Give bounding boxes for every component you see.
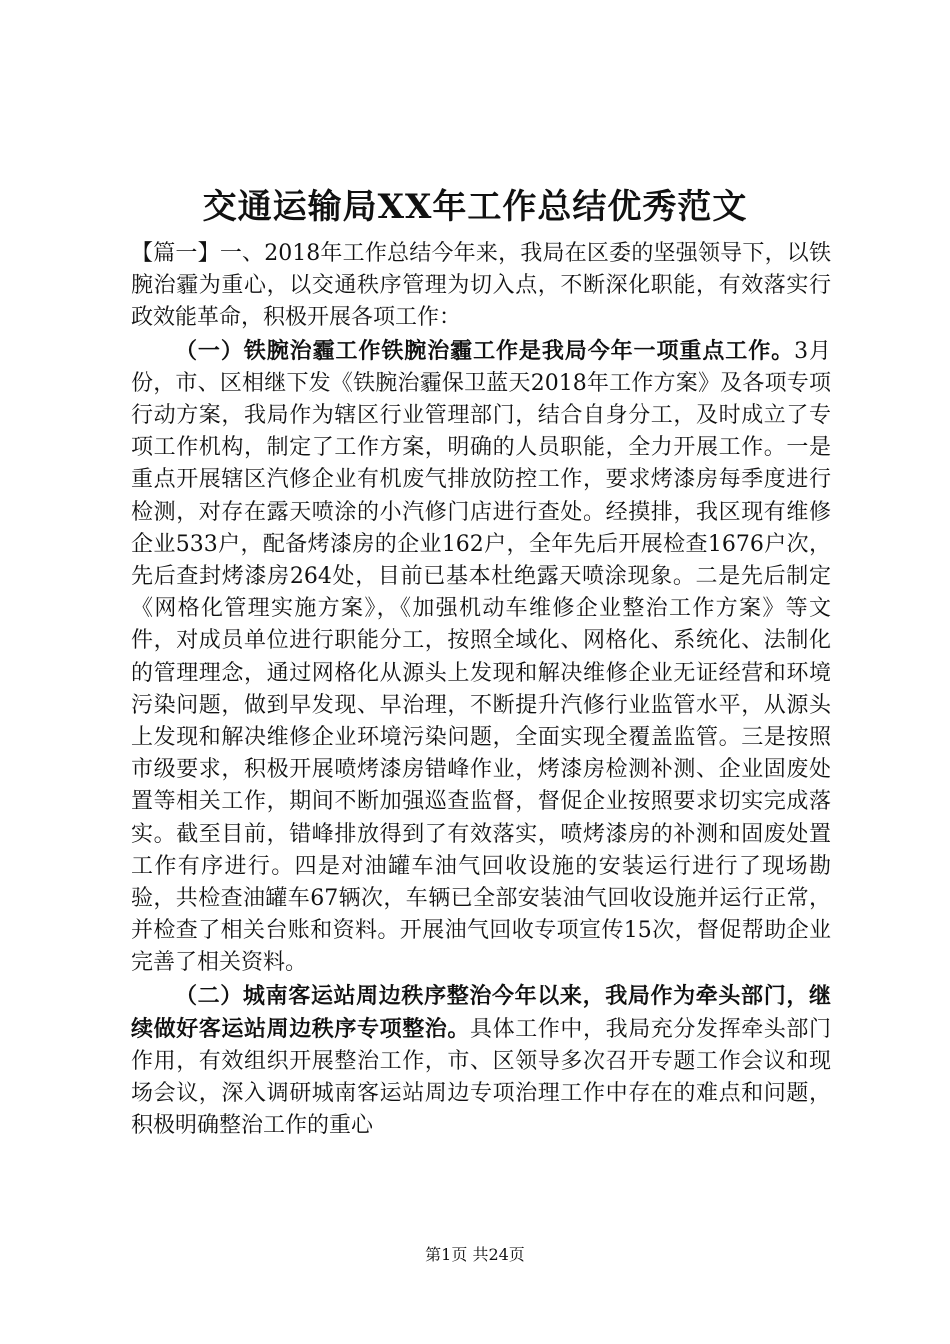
section-1-heading: （一）铁腕治霾工作铁腕治霾工作是我局今年一项重点工作。: [175, 337, 795, 364]
page-number: 第1页 共24页: [425, 1245, 525, 1264]
paragraph-intro: 【篇一】一、2018年工作总结今年来，我局在区委的坚强领导下，以铁腕治霾为重心，以交通秩序管理为切入点，不断深化职能，有效落实行政效能革命，积极开展各项工作：: [131, 241, 831, 331]
paragraph-section-1: [131, 335, 831, 980]
document-title: 交通运输局XX年工作总结优秀范文: [202, 187, 748, 227]
document-body: [131, 238, 831, 1143]
section-2-body: 具体工作中，我局充分发挥牵头部门作用，有效组织开展整治工作，市、区领导多次召开专题工作会议和现场会议，深入调研城南客运站周边专项治理工作中存在的难点和问题，积极明确整治工作的重心: [131, 1016, 831, 1139]
section-2-heading: （二）城南客运站周边秩序整治今年以来，我局作为牵头部门，继续做好客运站周边秩序专项整治。: [131, 982, 831, 1042]
section-1-body: 3月份，市、区相继下发《铁腕治霾保卫蓝天2018年工作方案》及各项专项行动方案，我局作为辖区行业管理部门，结合自身分工，及时成立了专项工作机构，制定了工作方案，明确的人员职能，全力开展工作。一是重点开展辖区汽修企业有机废气排放防控工作，要求烤漆房每季度进行检测，对存在露天喷涂的小汽修门店进行查处。经摸排，我区现有维修企业533户，配备烤漆房的企业162户，全年先后开展检查1676户次，先后查封烤漆房264处，目前已基本杜绝露天喷涂现象。二是先后制定《网格化管理实施方案》，《加强机动车维修企业整治工作方案》等文件，对成员单位进行职能分工，按照全域化、网格化、系统化、法制化的管理理念，通过网格化从源头上发现和解决维修企业无证经营和环境污染问题，做到早发现、早治理，不断提升汽修行业监管水平，从源头上发现和解决维修企业环境污染问题，全面实现全覆盖监管。三是按照市级要求，积极开展喷烤漆房错峰作业，烤漆房检测补测、企业固废处置等相关工作，期间不断加强巡查监督，督促企业按照要求切实完成落实。截至目前，错峰排放得到了有效落实，喷烤漆房的补测和固废处置工作有序进行。四是对油罐车油气回收设施的安装运行进行了现场勘验，共检查油罐车67辆次，车辆已全部安装油气回收设施并运行正常，并检查了相关台账和资料。开展油气回收专项宣传15次，督促帮助企业完善了相关资料。: [131, 338, 831, 976]
paragraph-section-2: [131, 980, 831, 1143]
